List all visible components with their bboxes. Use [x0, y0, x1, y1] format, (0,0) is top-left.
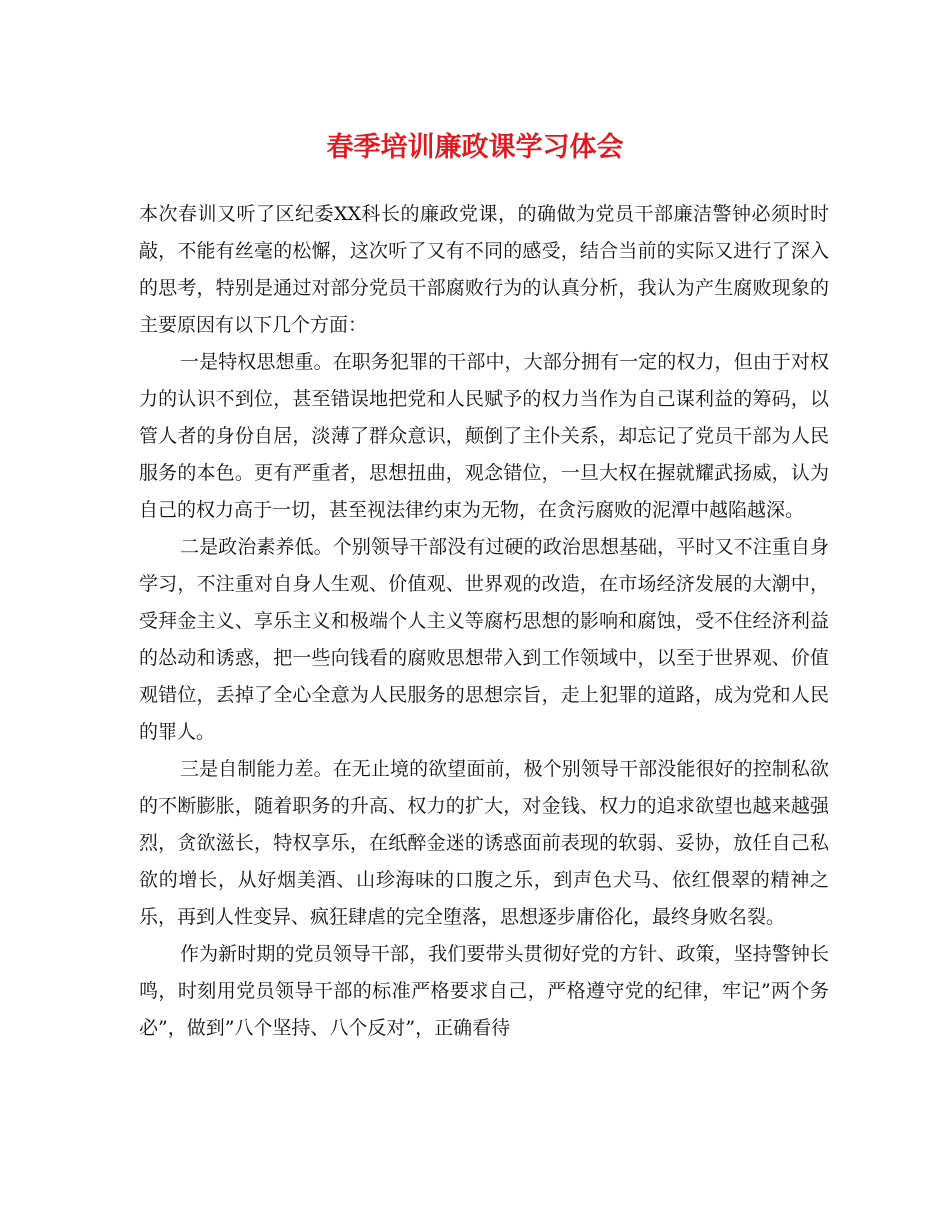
document-body: [139, 196, 829, 1047]
paragraph-intro: 本次春训又听了区纪委XX科长的廉政党课，的确做为党员干部廉洁警钟必须时时敲，不能有丝毫的松懈，这次听了又有不同的感受，结合当前的实际又进行了深入的思考，特别是通过对部分党员干部腐败行为的认真分析，我认为产生腐败现象的主要原因有以下几个方面：: [139, 203, 829, 336]
paragraph-point-1: 一是特权思想重。在职务犯罪的干部中，大部分拥有一定的权力，但由于对权力的认识不到位，甚至错误地把党和人民赋予的权力当作为自己谋利益的筹码，以管人者的身份自居，淡薄了群众意识，颠倒了主仆关系，却忘记了党员干部为人民服务的本色。更有严重者，思想扭曲，观念错位，一旦大权在握就耀武扬威，认为自己的权力高于一切，甚至视法律约束为无物，在贪污腐败的泥潭中越陷越深。: [139, 351, 829, 521]
paragraph-conclusion: 作为新时期的党员领导干部，我们要带头贯彻好党的方针、政策，坚持警钟长鸣，时刻用党员领导干部的标准严格要求自己，严格遵守党的纪律，牢记”两个务必”，做到”八个坚持、八个反对”，正确看待: [139, 943, 829, 1039]
paragraph-point-3: 三是自制能力差。在无止境的欲望面前，极个别领导干部没能很好的控制私欲的不断膨胀，随着职务的升高、权力的扩大，对金钱、权力的追求欲望也越来越强烈，贪欲滋长，特权享乐，在纸醉金迷的诱惑面前表现的软弱、妥协，放任自己私欲的增长，从好烟美酒、山珍海味的口腹之乐，到声色犬马、依红偎翠的精神之乐，再到人性变异、疯狂肆虐的完全堕落，思想逐步庸俗化，最终身败名裂。: [139, 758, 829, 928]
document-title: 春季培训廉政课学习体会: [326, 132, 624, 163]
paragraph-point-2: 二是政治素养低。个别领导干部没有过硬的政治思想基础，平时又不注重自身学习，不注重对自身人生观、价值观、世界观的改造，在市场经济发展的大潮中，受拜金主义、享乐主义和极端个人主义等腐朽思想的影响和腐蚀，受不住经济利益的怂动和诱惑，把一些向钱看的腐败思想带入到工作领域中，以至于世界观、价值观错位，丢掉了全心全意为人民服务的思想宗旨，走上犯罪的道路，成为党和人民的罪人。: [139, 536, 829, 743]
